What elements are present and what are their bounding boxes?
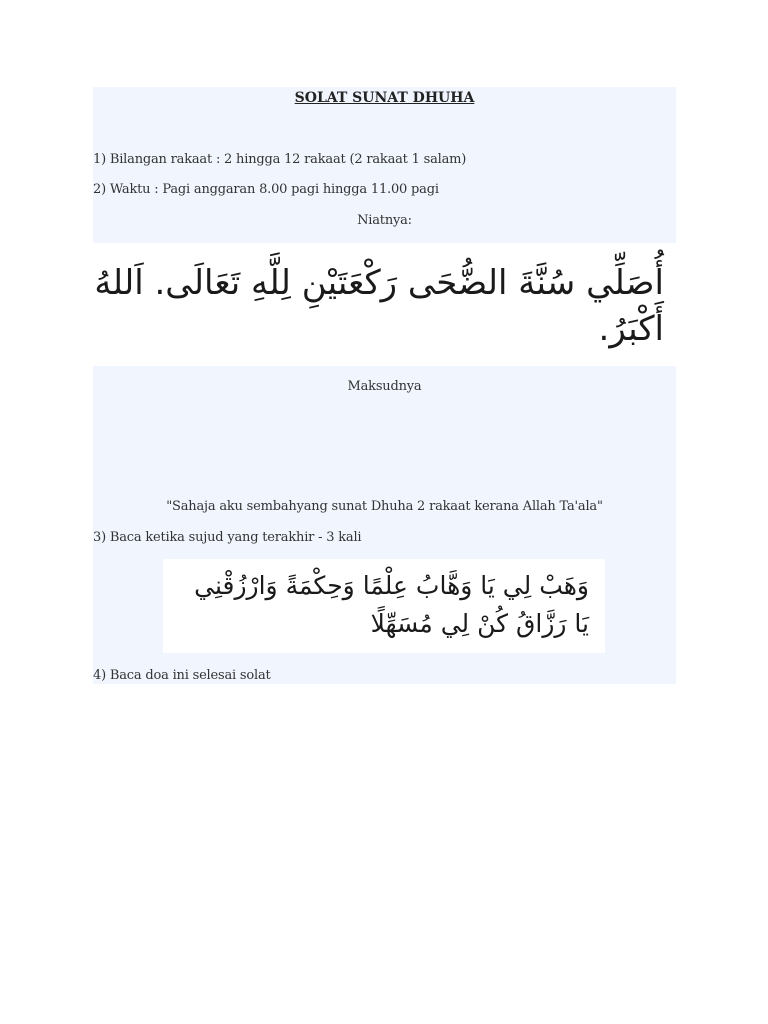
document-sheet bbox=[93, 87, 676, 684]
item-baca-doa: 4) Baca doa ini selesai solat bbox=[93, 668, 271, 683]
niat-arabic-line-2: أَكْبَرُ. bbox=[598, 309, 664, 349]
item-waktu: 2) Waktu : Pagi anggaran 8.00 pagi hingga 11.00 pagi bbox=[93, 182, 439, 197]
maksud-label: Maksudnya bbox=[347, 379, 422, 394]
niat-arabic-line-1: أُصَلِّي سُنَّةَ الضُّحَى رَكْعَتَيْنِ لِلَّهِ تَعَالَى. اَللهُ bbox=[94, 263, 664, 303]
doa-arabic-line-2: يَا رَزَّاقُ كُنْ لِي مُسَهِّلًا bbox=[370, 609, 589, 638]
maksud-text: "Sahaja aku sembahyang sunat Dhuha 2 rakaat kerana Allah Ta'ala" bbox=[166, 499, 603, 514]
item-bilangan-rakaat: 1) Bilangan rakaat : 2 hingga 12 rakaat (2 rakaat 1 salam) bbox=[93, 152, 467, 167]
niat-arabic-image bbox=[93, 243, 676, 366]
doa-arabic-line-1: وَهَبْ لِي يَا وَهَّابُ عِلْمًا وَحِكْمَةً وَارْزُقْنِي bbox=[194, 571, 589, 600]
doa-arabic-image bbox=[163, 559, 605, 653]
niat-label: Niatnya: bbox=[357, 213, 412, 228]
item-baca-sujud: 3) Baca ketika sujud yang terakhir - 3 kali bbox=[93, 530, 362, 545]
page-title: SOLAT SUNAT DHUHA bbox=[294, 90, 475, 106]
